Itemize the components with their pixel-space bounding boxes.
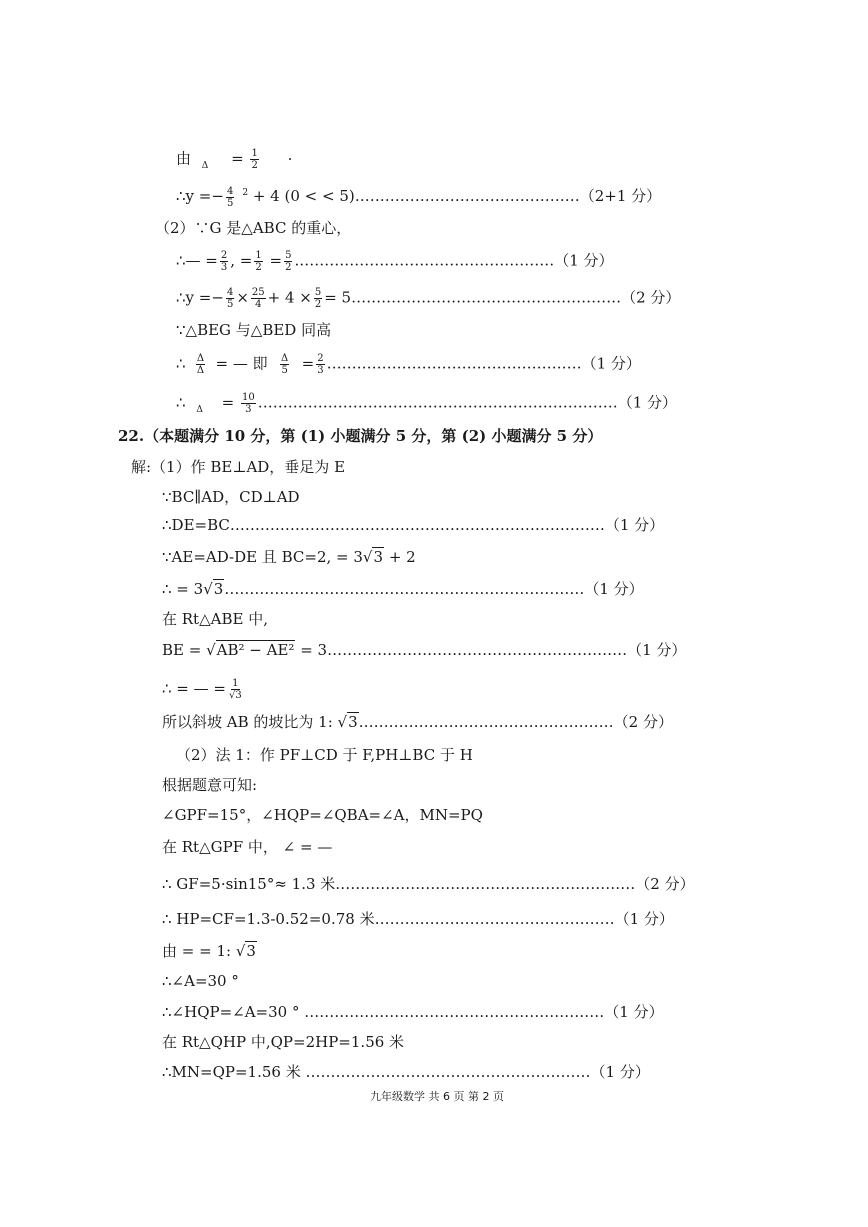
solution-step-18: ∴∠HQP=∠A=30 ° ……………………………………………………（1 分）	[162, 1003, 664, 1021]
solution-step-7: BE = √AB² − AE² = 3……………………………………………………（1 分）	[162, 641, 687, 659]
solution-step-3: ∴DE=BC…………………………………………………………………（1 分）	[162, 516, 665, 534]
line-area-ratio: ∴ $\frac{\Delta}{\Delta}$ = — 即 $\frac{\Delta}{5}$ = $\frac{2}{3}$ ……………………………………………（1 分）	[176, 353, 641, 376]
line-y-value: ∴y =− $\frac{4}{5}$ × $\frac{25}{4}$ + 4 × $\frac{5}{2}$ = 5………………………………………………（2 分）	[176, 287, 681, 310]
solution-step-12: ∠GPF=15°，∠HQP=∠QBA=∠A，MN=PQ	[162, 806, 483, 824]
solution-step-13: 在 Rt△GPF 中， ∠ = —	[162, 838, 333, 856]
line-centroid-ratios: ∴— = $\frac{2}{3}$ , = $\frac{1}{2}$ = $\frac{5}{2}$ .……………………………………………（1 分）	[176, 250, 614, 273]
solution-step-8: ∴ = — = $\frac{1}{√3}$	[162, 678, 242, 701]
solution-step-17: ∴∠A=30 °	[162, 972, 239, 990]
question-22-header: 22.（本题满分 10 分，第 (1) 小题满分 5 分，第 (2) 小题满分 5 分）	[118, 427, 603, 445]
solution-step-11: 根据题意可知:	[162, 776, 258, 794]
line-centroid: （2）∵G 是△ABC 的重心，	[155, 219, 352, 237]
line-same-height: ∵△BEG 与△BED 同高	[176, 321, 332, 339]
line-ratio-given: 由 $_\Delta$ = $\frac{1}{2}$ ·	[176, 148, 293, 171]
solution-step-9: 所以斜坡 AB 的坡比为 1: √3……………………………………………（2 分）	[162, 713, 673, 731]
solution-part-2: （2）法 1：作 PF⊥CD 于 F,PH⊥BC 于 H	[176, 746, 473, 764]
solution-step-20: ∴MN=QP=1.56 米 …………………………………………………（1 分）	[162, 1063, 650, 1081]
page-footer: 九年级数学 共 6 页 第 2 页	[370, 1090, 504, 1103]
fraction: $\frac{1}{2}$	[251, 148, 258, 171]
line-area-result: ∴ $_\Delta$ = $\frac{10}{3}$ ………………………………………………………………（1 分）	[176, 392, 678, 415]
line-function-y: ∴y =− $\frac{4}{5}$ $^2$ + 4 (0 < < 5)………………………………………（2+1 分）	[176, 185, 662, 209]
solution-step-4: ∵AE=AD-DE 且 BC=2, = 3√3 + 2	[162, 548, 416, 566]
solution-step-19: 在 Rt△QHP 中,QP=2HP=1.56 米	[162, 1033, 405, 1051]
solution-step-6: 在 Rt△ABE 中,	[162, 610, 268, 628]
solution-step-1: 解:（1）作 BE⊥AD，垂足为 E	[131, 458, 346, 476]
solution-step-15: ∴ HP=CF=1.3-0.52=0.78 米…………………………………………（1 分）	[162, 910, 674, 928]
solution-step-16: 由 = = 1: √3	[162, 942, 256, 960]
solution-step-5: ∴ = 3√3………………………………………………………………（1 分）	[162, 580, 644, 598]
solution-step-14: ∴ GF=5·sin15°≈ 1.3 米……………………………………………………（2 分）	[162, 875, 695, 893]
solution-step-2: ∵BC∥AD，CD⊥AD	[162, 488, 300, 506]
